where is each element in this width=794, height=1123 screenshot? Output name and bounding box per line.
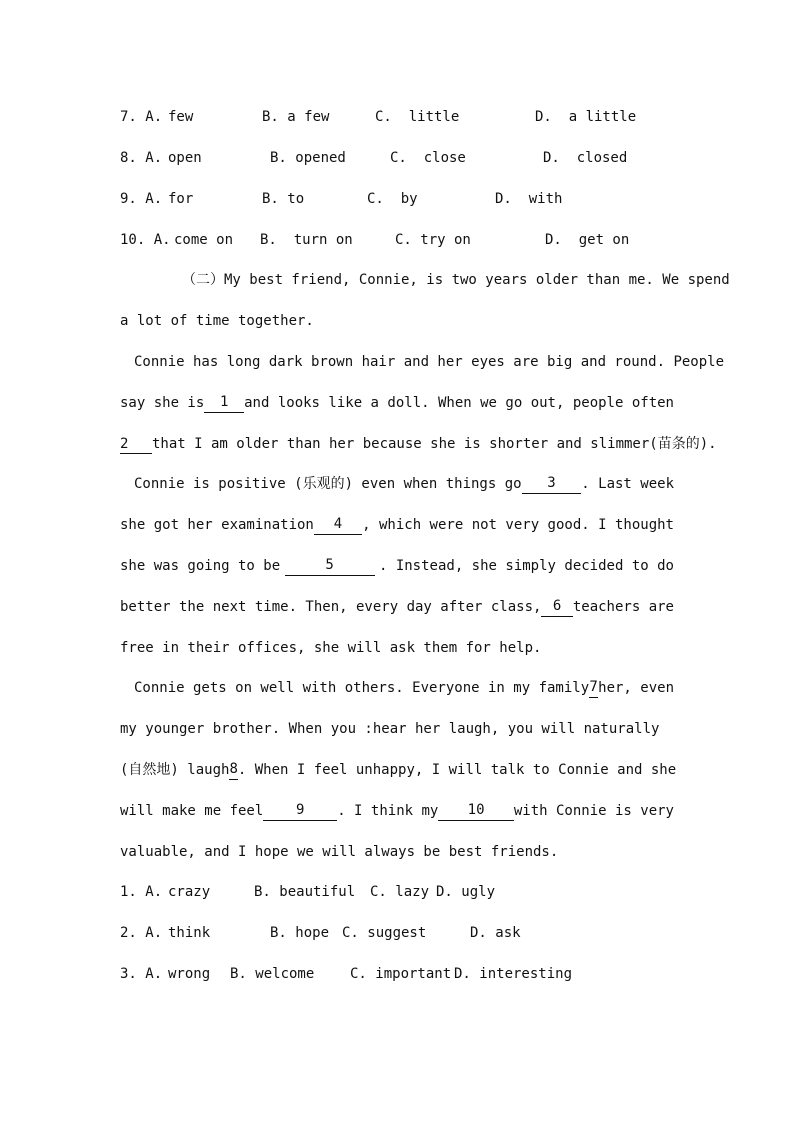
- q10-option-a: come on: [174, 232, 234, 248]
- paragraph-1-line-1: Connie has long dark brown hair and her eyes are big and round. People: [134, 354, 725, 370]
- question-7-options: [120, 107, 637, 127]
- p2q1-number: 1. A.: [120, 884, 163, 900]
- paragraph-2-line-3: [120, 556, 674, 576]
- passage-2-intro-continued: a lot of time together.: [120, 313, 314, 329]
- passage-2-question-1-options: [120, 882, 496, 902]
- p2q1-option-d: D. ugly: [436, 884, 496, 900]
- paragraph-2-line-4-start: better the next time. Then, every day after class,: [120, 599, 542, 615]
- q8-option-a: open: [168, 150, 202, 166]
- paragraph-3-line-1: [134, 678, 674, 698]
- paragraph-3-line-1-end: her, even: [598, 680, 674, 696]
- paragraph-2-line-1: [134, 474, 674, 494]
- q9-option-d: D. with: [495, 191, 563, 207]
- blank-3: 3: [522, 474, 582, 494]
- q7-option-b: B. a few: [262, 109, 330, 125]
- p2q3-number: 3. A.: [120, 966, 163, 982]
- p2q2-option-d: D. ask: [470, 925, 521, 941]
- paragraph-3-line-3-start: (自然地) laugh: [120, 762, 230, 778]
- p2q1-option-a: crazy: [168, 884, 211, 900]
- paragraph-3-line-4-end: with Connie is very: [513, 803, 674, 819]
- paragraph-3-line-2: my younger brother. When you :hear her laugh, you will naturally: [120, 721, 660, 737]
- p2q2-option-b: B. hope: [270, 925, 330, 941]
- q10-option-c: C. try on: [395, 232, 471, 248]
- q10-number: 10. A.: [120, 232, 171, 248]
- blank-1: 1: [204, 393, 244, 413]
- paragraph-1-line-2: [120, 393, 674, 413]
- paragraph-2-line-4-end: teachers are: [572, 599, 674, 615]
- paragraph-2-line-5: free in their offices, she will ask them for help.: [120, 640, 542, 656]
- p2q1-option-b: B. beautiful: [254, 884, 356, 900]
- p2q2-number: 2. A.: [120, 925, 163, 941]
- paragraph-2-line-3-start: she was going to be: [120, 558, 281, 574]
- paragraph-2-line-4: [120, 597, 674, 617]
- blank-2: 2: [120, 435, 152, 454]
- paragraph-3-line-3-end: . When I feel unhappy, I will talk to Connie and she: [237, 762, 677, 778]
- q9-option-c: C. by: [367, 191, 418, 207]
- p2q2-option-a: think: [168, 925, 211, 941]
- paragraph-2-line-2: [120, 515, 674, 535]
- passage-2-question-3-options: [120, 964, 573, 984]
- paragraph-2-line-2-start: she got her examination: [120, 517, 314, 533]
- q7-option-c: C. little: [375, 109, 460, 125]
- p2q3-option-b: B. welcome: [230, 966, 315, 982]
- question-9-options: [120, 189, 563, 209]
- q7-number: 7. A.: [120, 109, 163, 125]
- q9-option-b: B. to: [262, 191, 305, 207]
- q8-option-b: B. opened: [270, 150, 346, 166]
- paragraph-3-line-4: [120, 801, 674, 821]
- blank-10: 10: [438, 801, 514, 821]
- paragraph-1-line-2-end: and looks like a doll. When we go out, people often: [244, 395, 674, 411]
- p2q3-option-d: D. interesting: [454, 966, 573, 982]
- passage-2-question-2-options: [120, 923, 521, 943]
- paragraph-1-line-3-end: that I am older than her because she is shorter and slimmer(苗条的).: [152, 436, 717, 452]
- paragraph-3-line-3: [120, 760, 677, 780]
- paragraph-2-line-3-end: . Instead, she simply decided to do: [378, 558, 674, 574]
- blank-7: 7: [589, 678, 598, 698]
- paragraph-1-line-3: [120, 434, 717, 454]
- blank-9: 9: [263, 801, 337, 821]
- q7-option-a: few: [168, 109, 194, 125]
- paragraph-3-line-4-mid: . I think my: [337, 803, 439, 819]
- q9-number: 9. A.: [120, 191, 163, 207]
- q7-option-d: D. a little: [535, 109, 637, 125]
- question-10-options: [120, 230, 630, 250]
- blank-4: 4: [314, 515, 362, 535]
- blank-6: 6: [541, 597, 572, 617]
- paragraph-3-line-5: valuable, and I hope we will always be best friends.: [120, 844, 559, 860]
- p2q3-option-a: wrong: [168, 966, 211, 982]
- paragraph-2-line-2-end: , which were not very good. I thought: [362, 517, 674, 533]
- q10-option-d: D. get on: [545, 232, 630, 248]
- q8-number: 8. A.: [120, 150, 163, 166]
- paragraph-2-line-1-end: . Last week: [581, 476, 674, 492]
- q9-option-a: for: [168, 191, 194, 207]
- passage-2-heading: （二）My best friend, Connie, is two years older than me. We spend: [182, 272, 730, 288]
- paragraph-3-line-1-start: Connie gets on well with others. Everyone in my family: [134, 680, 590, 696]
- paragraph-1-line-2-start: say she is: [120, 395, 205, 411]
- p2q2-option-c: C. suggest: [342, 925, 427, 941]
- paragraph-3-line-4-start: will make me feel: [120, 803, 264, 819]
- q8-option-d: D. closed: [543, 150, 628, 166]
- p2q1-option-c: C. lazy: [370, 884, 430, 900]
- question-8-options: [120, 148, 628, 168]
- p2q3-option-c: C. important: [350, 966, 452, 982]
- blank-8: 8: [229, 760, 237, 780]
- q10-option-b: B. turn on: [260, 232, 353, 248]
- paragraph-2-line-1-start: Connie is positive (乐观的) even when things go: [134, 476, 522, 492]
- blank-5: 5: [285, 556, 375, 576]
- q8-option-c: C. close: [390, 150, 466, 166]
